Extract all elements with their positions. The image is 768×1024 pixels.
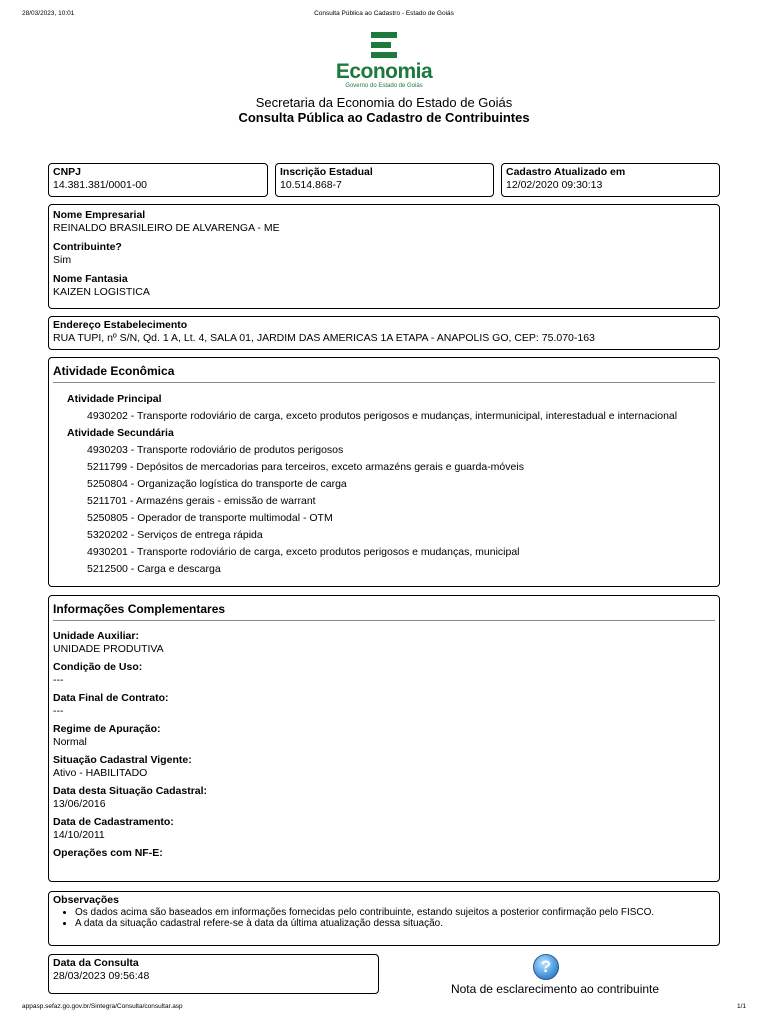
contributor-label: Contribuinte? [53, 241, 122, 253]
field-label: Regime de Apuração: [53, 723, 161, 735]
ie-label: Inscrição Estadual [280, 166, 373, 178]
secondary-activity-item: 5250805 - Operador de transporte multimodal - OTM [87, 512, 333, 524]
page-title: Consulta Pública ao Cadastro de Contribuintes [238, 110, 530, 125]
company-box [48, 204, 720, 309]
print-datetime: 28/03/2023, 10:01 [22, 10, 75, 17]
field-value: --- [53, 674, 64, 686]
complementary-box [48, 595, 720, 882]
activity-box [48, 357, 720, 587]
query-date-box [48, 954, 379, 994]
field-label: Data desta Situação Cadastral: [53, 785, 208, 797]
print-header [22, 10, 746, 22]
field-value: UNIDADE PRODUTIVA [53, 643, 164, 655]
page-subtitle: Secretaria da Economia do Estado de Goiás [255, 95, 513, 110]
secondary-activity-item: 5250804 - Organização logística do transporte de carga [87, 478, 347, 490]
secondary-activity-item: 4930201 - Transporte rodoviário de carga, exceto produtos perigosos e mudanças, municipal [87, 546, 520, 558]
updated-label: Cadastro Atualizado em [506, 166, 626, 178]
company-name: REINALDO BRASILEIRO DE ALVARENGA - ME [53, 222, 280, 234]
updated-box [501, 163, 720, 197]
field-value: --- [53, 705, 64, 717]
logo-subtitle: Governo do Estado de Goiás [345, 83, 423, 89]
contributor-value: Sim [53, 254, 72, 266]
field-value: 13/06/2016 [53, 798, 106, 810]
observation-item: • Os dados acima são baseados em informações fornecidas pelo contribuinte, estando sujeitos a posterior confirmação pelo FISCO. [75, 907, 715, 918]
secondary-activity-label: Atividade Secundária [67, 427, 174, 439]
footer-page: 1/1 [736, 1003, 746, 1010]
company-name-label: Nome Empresarial [53, 209, 146, 221]
secondary-activity-item: 5211701 - Armazéns gerais - emissão de warrant [87, 495, 316, 507]
query-date-label: Data da Consulta [53, 957, 139, 969]
address-value: RUA TUPI, nº S/N, Qd. 1 A, Lt. 4, SALA 01, JARDIM DAS AMERICAS 1A ETAPA - ANAPOLIS GO, CEP: 75.070-163 [53, 332, 595, 344]
observations-box [48, 891, 720, 946]
observation-item: • A data da situação cadastral refere-se à data da última atualização dessa situação. [75, 918, 715, 929]
help-link[interactable]: Nota de esclarecimento ao contribuinte [450, 982, 660, 996]
observations-list [53, 907, 715, 929]
address-label: Endereço Estabelecimento [53, 319, 188, 331]
main-activity-label: Atividade Principal [67, 393, 162, 405]
field-label: Data Final de Contrato: [53, 692, 169, 704]
secondary-activity-item: 5211799 - Depósitos de mercadorias para terceiros, exceto armazéns gerais e guarda-móveis [87, 461, 524, 473]
cnpj-label: CNPJ [53, 166, 82, 178]
main-activity: 4930202 - Transporte rodoviário de carga, exceto produtos perigosos e mudanças, intermunicipal, interestadual e internacional [87, 410, 678, 422]
query-date-value: 28/03/2023 09:56:48 [53, 970, 150, 982]
field-label: Data de Cadastramento: [53, 816, 174, 828]
secondary-activity-list [53, 442, 715, 578]
field-label: Situação Cadastral Vigente: [53, 754, 192, 766]
address-box [48, 316, 720, 350]
observations-label: Observações [53, 894, 119, 906]
field-label: Operações com NF-E: [53, 847, 163, 859]
ie-value: 10.514.868-7 [280, 179, 342, 191]
complementary-title: Informações Complementares [53, 601, 715, 621]
economia-logo-icon [371, 32, 397, 60]
field-value: Ativo - HABILITADO [53, 767, 148, 779]
footer-url: appasp.sefaz.go.gov.br/Sintegra/Consulta/consultar.asp [22, 1003, 183, 1010]
field-label: Unidade Auxiliar: [53, 630, 139, 642]
economia-logo [0, 32, 768, 89]
field-value: Normal [53, 736, 87, 748]
updated-value: 12/02/2020 09:30:13 [506, 179, 603, 191]
cnpj-box [48, 163, 268, 197]
field-label: Condição de Uso: [53, 661, 143, 673]
complementary-fields [53, 629, 715, 860]
secondary-activity-item: 5212500 - Carga e descarga [87, 563, 221, 575]
ie-box [275, 163, 494, 197]
field-value: 14/10/2011 [53, 829, 105, 841]
secondary-activity-item: 5320202 - Serviços de entrega rápida [87, 529, 263, 541]
fantasy-name: KAIZEN LOGISTICA [53, 286, 150, 298]
cnpj-value: 14.381.381/0001-00 [53, 179, 148, 191]
logo-word: Economia [335, 60, 433, 83]
fantasy-name-label: Nome Fantasia [53, 273, 128, 285]
activity-title: Atividade Econômica [53, 363, 715, 383]
secondary-activity-item: 4930203 - Transporte rodoviário de produtos perigosos [87, 444, 344, 456]
help-icon[interactable]: ? [533, 954, 559, 980]
print-footer [22, 1003, 746, 1010]
print-title: Consulta Pública ao Cadastro - Estado de Goiás [314, 10, 454, 17]
